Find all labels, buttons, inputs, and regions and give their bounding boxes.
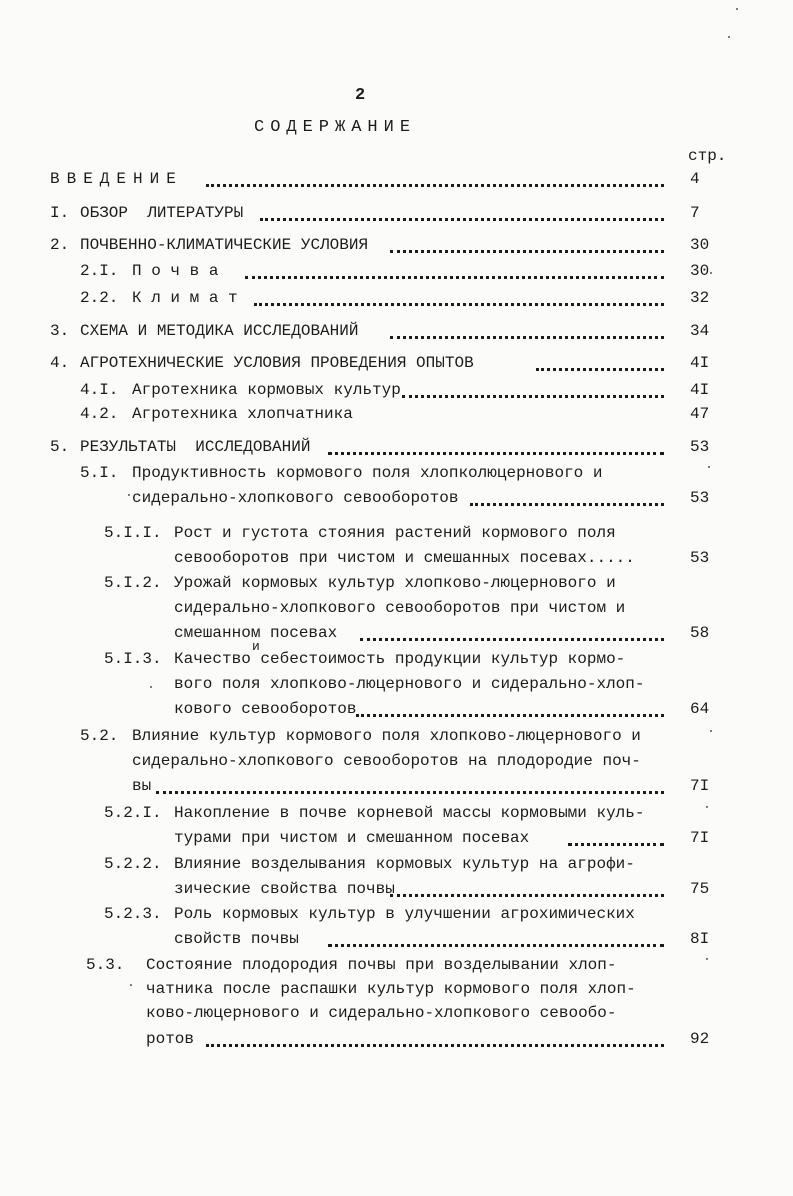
toc-entry-5-2-1-cont	[0, 829, 793, 851]
scan-speck	[128, 494, 130, 496]
scan-speck	[706, 806, 708, 808]
toc-entry-5-3-cont2	[0, 1004, 793, 1026]
dot-leader	[156, 777, 664, 794]
toc-page-number: 75	[690, 880, 710, 898]
toc-entry-5-3-cont	[0, 980, 793, 1002]
toc-entry-title-line: Продуктивность кормового поля хлопколюцернового и	[132, 464, 603, 482]
toc-entry-5-2-1	[0, 804, 793, 826]
scan-speck	[736, 8, 738, 10]
toc-entry-number: 5.2.	[80, 727, 119, 745]
toc-entry-5-1-3-cont2	[0, 700, 793, 722]
toc-entry-title-line: вого поля хлопково-люцернового и сидерально-хлоп-	[174, 675, 645, 693]
toc-entry-number: 2.	[50, 236, 70, 254]
toc-entry-5	[0, 438, 793, 460]
toc-page-number: 7I	[690, 829, 710, 847]
toc-entry-title-line: Влияние возделывания кормовых культур на агрофи-	[174, 855, 635, 873]
toc-page-number: 4	[690, 170, 700, 188]
toc-entry-title-line: свойств почвы	[174, 930, 299, 948]
toc-entry-title: К л и м а т	[132, 289, 238, 307]
page-column-label: стр.	[688, 147, 727, 165]
toc-entry-title: РЕЗУЛЬТАТЫ ИССЛЕДОВАНИЙ	[80, 438, 311, 456]
toc-page-number: 53	[690, 549, 710, 567]
toc-page-number: 7	[690, 204, 700, 222]
toc-entry-number: 5.2.2.	[104, 855, 162, 873]
toc-entry-5-1-1	[0, 524, 793, 546]
toc-entry-number: 5.3.	[86, 956, 125, 974]
toc-entry-title-line: Влияние культур кормового поля хлопково-люцернового и	[132, 727, 641, 745]
toc-entry-number: 5.I.3.	[104, 650, 162, 668]
toc-entry-title-line: вы	[132, 777, 152, 795]
scan-speck	[130, 984, 132, 986]
toc-entry-4-1	[0, 381, 793, 403]
toc-entry-number: 5.I.I.	[104, 524, 162, 542]
toc-entry-5-1-3-cont	[0, 675, 793, 697]
toc-entry-2-1	[0, 262, 793, 284]
dot-leader	[206, 1030, 664, 1047]
toc-page-number: 64	[690, 700, 710, 718]
toc-page-number: 47	[690, 405, 710, 423]
toc-entry-number: I.	[50, 204, 70, 222]
toc-entry-title-line: сидерально-хлопкового севооборотов при чистом и	[174, 599, 626, 617]
scan-speck	[710, 272, 712, 274]
dot-leader	[470, 489, 664, 506]
dot-leader	[245, 262, 664, 279]
toc-entry-number: 5.I.2.	[104, 574, 162, 592]
toc-entry-5-1-2-cont2	[0, 624, 793, 646]
toc-entry-number: 4.2.	[80, 405, 119, 423]
toc-entry-4	[0, 354, 793, 376]
toc-entry-5-2-3-cont	[0, 930, 793, 952]
toc-entry-title-line: турами при чистом и смешанном посевах	[174, 829, 530, 847]
toc-entry-title: ВВЕДЕНИЕ	[50, 170, 183, 188]
toc-entry-5-1-1-cont	[0, 549, 793, 571]
page-number: 2	[355, 86, 366, 105]
toc-page-number: 30	[690, 236, 710, 254]
toc-entry-5-3-cont3	[0, 1030, 793, 1052]
page-title: СОДЕРЖАНИЕ	[254, 118, 417, 137]
toc-entry-number: 5.2.I.	[104, 804, 162, 822]
toc-entry-title-line: смешанном посевах	[174, 624, 338, 642]
toc-page-number: 53	[690, 489, 710, 507]
toc-page-number: 4I	[690, 381, 710, 399]
toc-entry-5-1	[0, 464, 793, 486]
toc-entry-title-line: зические свойства почвы	[174, 880, 395, 898]
toc-entry-number: 5.2.3.	[104, 905, 162, 923]
toc-entry-title: П о ч в а	[132, 262, 219, 280]
scan-speck	[710, 730, 712, 732]
toc-entry-5-2-cont2	[0, 777, 793, 799]
toc-page-number: 53	[690, 438, 710, 456]
toc-entry-title-line: Состояние плодородия почвы при возделывании хлоп-	[146, 956, 617, 974]
toc-page-number: 58	[690, 624, 710, 642]
toc-entry-5-2-2-cont	[0, 880, 793, 902]
dot-leader	[328, 930, 664, 947]
toc-entry-title-line: ротов	[146, 1030, 195, 1048]
toc-entry-title-line: Накопление в почве корневой массы кормовыми куль-	[174, 804, 645, 822]
dot-leader	[328, 438, 664, 455]
toc-entry-title: АГРОТЕХНИЧЕСКИЕ УСЛОВИЯ ПРОВЕДЕНИЯ ОПЫТОВ	[80, 354, 474, 372]
toc-entry-title-line: севооборотов при чистом и смешанных посевах.....	[174, 549, 635, 567]
toc-entry-title-line: Рост и густота стояния растений кормового поля	[174, 524, 616, 542]
toc-page-number: 7I	[690, 777, 710, 795]
dot-leader	[390, 236, 664, 253]
dot-leader	[260, 204, 664, 221]
toc-entry-5-2-cont	[0, 752, 793, 774]
toc-entry-5-1-2	[0, 574, 793, 596]
scan-speck	[706, 958, 708, 960]
toc-entry-title-line: чатника после распашки культур кормового поля хлоп-	[146, 980, 636, 998]
scan-speck	[150, 686, 152, 688]
toc-entry-title-line: ково-люцернового и сидерально-хлопкового севообо-	[146, 1004, 617, 1022]
toc-entry-5-1-cont	[0, 489, 793, 511]
toc-entry-2	[0, 236, 793, 258]
toc-entry-title: Агротехника кормовых культур	[132, 381, 401, 399]
handwritten-insertion: и	[252, 639, 260, 654]
toc-entry-number: 4.	[50, 354, 70, 372]
toc-entry-title: Агротехника хлопчатника	[132, 405, 353, 423]
toc-entry-4-2	[0, 405, 793, 427]
toc-entry-number: 5.	[50, 438, 70, 456]
toc-entry-title-line: кового севооборотов	[174, 700, 357, 718]
toc-entry-title-line: Качество себестоимость продукции культур кормо-	[174, 650, 626, 668]
scan-speck	[728, 36, 730, 38]
toc-entry-title: ОБЗОР ЛИТЕРАТУРЫ	[80, 204, 244, 222]
dot-leader	[402, 381, 664, 398]
dot-leader	[568, 829, 664, 846]
toc-entry-number: 3.	[50, 322, 70, 340]
toc-page-number: 92	[690, 1030, 710, 1048]
dot-leader	[360, 624, 664, 641]
toc-page-number: 8I	[690, 930, 710, 948]
toc-page-number: 34	[690, 322, 710, 340]
dot-leader	[536, 354, 664, 371]
toc-entry-introduction	[0, 170, 793, 192]
toc-entry-1	[0, 204, 793, 226]
toc-page-number: 30	[690, 262, 710, 280]
toc-entry-title: СХЕМА И МЕТОДИКА ИССЛЕДОВАНИЙ	[80, 322, 359, 340]
dot-leader	[390, 322, 664, 339]
scan-speck	[708, 466, 710, 468]
toc-page-number: 4I	[690, 354, 710, 372]
toc-entry-title-line: Роль кормовых культур в улучшении агрохимических	[174, 905, 635, 923]
toc-entry-number: 4.I.	[80, 381, 119, 399]
dot-leader	[206, 170, 664, 187]
toc-entry-2-2	[0, 289, 793, 311]
toc-entry-title-line: сидерально-хлопкового севооборотов	[132, 489, 459, 507]
toc-entry-5-1-3	[0, 639, 793, 672]
toc-entry-title: ПОЧВЕННО-КЛИМАТИЧЕСКИЕ УСЛОВИЯ	[80, 236, 369, 254]
toc-entry-5-2-3	[0, 905, 793, 927]
toc-entry-number: 5.I.	[80, 464, 119, 482]
toc-page-number: 32	[690, 289, 710, 307]
dot-leader	[390, 880, 664, 897]
toc-entry-title-line: сидерально-хлопкового севооборотов на плодородие поч-	[132, 752, 641, 770]
toc-entry-5-2-2	[0, 855, 793, 877]
toc-entry-number: 2.I.	[80, 262, 119, 280]
toc-entry-3	[0, 322, 793, 344]
toc-entry-5-3	[0, 956, 793, 978]
dot-leader	[254, 289, 664, 306]
toc-entry-5-2	[0, 727, 793, 749]
dot-leader	[356, 700, 664, 717]
toc-entry-5-1-2-cont	[0, 599, 793, 621]
toc-entry-title-line: Урожай кормовых культур хлопково-люцернового и	[174, 574, 616, 592]
toc-entry-number: 2.2.	[80, 289, 119, 307]
